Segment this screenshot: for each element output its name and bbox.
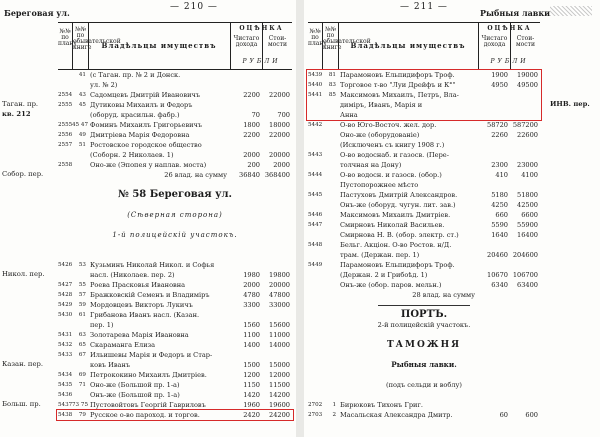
- table-row: [58, 230, 292, 240]
- cost-value: 16400: [517, 231, 538, 239]
- rental-value: 1800: [243, 121, 260, 129]
- table-row: [308, 190, 540, 200]
- lot-number: 5429: [58, 302, 73, 308]
- owner-name: Дмитріева Марія Федоровна: [90, 131, 190, 139]
- owner-name: (с Таган. пр. № 2 и Донск.: [90, 71, 181, 79]
- police-number: 63: [78, 332, 86, 338]
- col-valuation: ОЦѢНКА: [239, 25, 284, 32]
- table-row: [308, 350, 540, 360]
- rental-value: 20460: [487, 251, 508, 259]
- table-row: [58, 80, 292, 90]
- cost-value: 106700: [512, 271, 538, 279]
- lot-number: 5432: [58, 342, 73, 348]
- police-number: 55: [78, 282, 86, 288]
- cost-value: 49500: [517, 81, 538, 89]
- table-row: [58, 90, 292, 100]
- table-row: [58, 300, 292, 310]
- owner-name: Масальская Александра Дмитр.: [340, 411, 453, 419]
- col-rental: Чистаго дохода: [481, 35, 508, 48]
- table-row: [58, 150, 292, 160]
- owner-name: 28 влад. на сумму: [412, 291, 475, 299]
- col-lot: №№ по плану: [308, 28, 327, 47]
- col-owners: Владѣльцы имуществъ: [101, 41, 217, 50]
- police-number: 45: [78, 102, 86, 108]
- owner-name: Грибанова Иванъ насл. (Казан.: [90, 311, 200, 319]
- table-row: [58, 320, 292, 330]
- lot-number: 5437: [58, 402, 73, 408]
- owner-name: трам. (Держан. пер. 1): [340, 251, 420, 259]
- owner-name: (оборуд. красильн. фабр.): [90, 111, 180, 119]
- rental-value: 5590: [491, 221, 508, 229]
- cost-value: 12000: [269, 371, 290, 379]
- owner-name: Онъ-же (оборуд. чугун. лит. зав.): [340, 201, 456, 209]
- cost-value: 6600: [521, 211, 538, 219]
- lot-number: 5428: [58, 292, 73, 298]
- row-text: № 58 Береговая ул.: [117, 189, 233, 200]
- table-row: [308, 390, 540, 400]
- table-row: [308, 330, 540, 340]
- lot-number: 5440: [308, 82, 323, 88]
- table-row: [58, 360, 292, 370]
- police-number: 45 47: [72, 122, 89, 128]
- lot-number: 5445: [308, 192, 323, 198]
- col-police: №№ по обывательской книге: [73, 26, 121, 51]
- table-row: [308, 240, 540, 250]
- lot-number: 5443: [308, 152, 323, 158]
- police-number: 73 75: [72, 402, 89, 408]
- table-row: [308, 280, 540, 290]
- owner-name: ул. № 2): [90, 81, 118, 89]
- cost-value: 15600: [269, 321, 290, 329]
- police-number: 65: [78, 342, 86, 348]
- col-lot: №№ по плану: [58, 28, 77, 47]
- rental-value: 70: [251, 111, 260, 119]
- owner-name: Оно-же (Большой пр. 1-а): [90, 381, 180, 389]
- cost-value: 18000: [269, 121, 290, 129]
- col-police: №№ по обывательской книге: [323, 26, 371, 51]
- cost-value: 47800: [269, 291, 290, 299]
- rental-value: 4250: [491, 201, 508, 209]
- owner-name: О-во Юго-Восточ. жел. дор.: [340, 121, 437, 129]
- lot-number: 5436: [58, 392, 73, 398]
- rental-value: 410: [495, 171, 508, 179]
- table-row: [308, 260, 540, 270]
- highlight-box: [56, 409, 294, 421]
- lot-number: 2557: [58, 142, 73, 148]
- owner-name: Русское о-во пароход. и торгов.: [90, 411, 200, 419]
- table-row: [308, 360, 540, 370]
- table-row: [58, 160, 292, 170]
- cost-value: 14000: [269, 341, 290, 349]
- rental-value: 4780: [243, 291, 260, 299]
- table-row: [308, 410, 540, 420]
- table-row: [58, 170, 292, 180]
- cost-value: 22000: [269, 131, 290, 139]
- lot-number: 5439: [308, 72, 323, 78]
- table-row: [58, 270, 292, 280]
- table-row: [58, 140, 292, 150]
- police-number: 85: [328, 92, 336, 98]
- page-number: — 211 —: [400, 2, 448, 12]
- street-side-label: Казан. пер.: [2, 360, 43, 368]
- owner-name: Парамоновъ Ельпидифоръ Троф.: [340, 71, 455, 79]
- table-row: [308, 180, 540, 190]
- table-row: [58, 280, 292, 290]
- lot-number: 5447: [308, 222, 323, 228]
- table-row: [308, 140, 540, 150]
- owner-name: Максимовъ Михаилъ Дмитріев.: [340, 211, 451, 219]
- cost-value: 20000: [269, 281, 290, 289]
- rental-value: 2260: [491, 131, 508, 139]
- street-header: Береговая ул.: [4, 8, 70, 18]
- table-row: [308, 290, 540, 300]
- street-side-label: ИНВ. пер.: [550, 100, 590, 108]
- owner-name: О-во водоснаб. и газосв. (Пере-: [340, 151, 449, 159]
- table-row: [308, 230, 540, 240]
- police-number: 43: [78, 92, 86, 98]
- cost-value: 22600: [517, 131, 538, 139]
- cost-value: 63400: [517, 281, 538, 289]
- owner-name: ковъ Иванъ: [90, 361, 131, 369]
- row-text: 1-й полицейскій участокъ.: [112, 231, 238, 239]
- table-row: [308, 380, 540, 390]
- table-row: [58, 130, 292, 140]
- owner-name: Пустовойтовъ Георгій Гавриловъ: [90, 401, 206, 409]
- lot-number: 5435: [58, 382, 73, 388]
- owner-name: Ростовское городское общество: [90, 141, 202, 149]
- owner-name: Максимовъ Михаилъ, Петръ, Вла-: [340, 91, 459, 99]
- cost-value: 19000: [517, 71, 538, 79]
- police-number: 57: [78, 292, 86, 298]
- table-row: [58, 370, 292, 380]
- police-number: 79: [78, 412, 86, 418]
- owner-name: Бельг. Акціон. О-во Ростов. н/Д.: [340, 241, 452, 249]
- owner-name: Роева Прасковья Ивановна: [90, 281, 186, 289]
- lot-number: 5449: [308, 262, 323, 268]
- rental-value: 1980: [243, 271, 260, 279]
- ink-scratch: [550, 6, 592, 16]
- lot-number: 2555: [58, 102, 73, 108]
- street-header: Рыбныя лавки: [480, 8, 551, 18]
- cost-value: 15000: [269, 361, 290, 369]
- lot-number: 5431: [58, 332, 73, 338]
- lot-number: 2702: [308, 402, 323, 408]
- police-number: 41: [78, 72, 86, 78]
- col-cost: Стои- мости: [268, 35, 287, 48]
- table-row: [308, 310, 540, 320]
- rental-value: 1900: [491, 71, 508, 79]
- table-header: [58, 22, 292, 70]
- table-row: [308, 170, 540, 180]
- table-row: [58, 70, 292, 80]
- owner-name: Оно-же (оборудованіе): [340, 131, 420, 139]
- rental-value: 60: [499, 411, 508, 419]
- rental-value: 1640: [491, 231, 508, 239]
- table-row: [308, 150, 540, 160]
- lot-number: 5426: [58, 262, 73, 268]
- cost-value: 204600: [512, 251, 538, 259]
- lot-number: 5434: [58, 372, 73, 378]
- table-row: [58, 250, 292, 260]
- lot-number: 5438: [58, 412, 73, 418]
- rental-value: 1420: [243, 391, 260, 399]
- owner-name: Дутиковы Михаилъ и Федоръ: [90, 101, 193, 109]
- table-row: [308, 120, 540, 130]
- rental-value: 5180: [491, 191, 508, 199]
- owner-name: 26 влад. на сумму: [164, 171, 227, 179]
- cost-value: 14200: [269, 391, 290, 399]
- cost-value: 42500: [517, 201, 538, 209]
- cost-value: 4100: [521, 171, 538, 179]
- table-row: [58, 240, 292, 250]
- police-number: 59: [78, 302, 86, 308]
- owner-name: Пастуховъ Дмитрій Александров.: [340, 191, 458, 199]
- police-number: 71: [78, 382, 86, 388]
- row-text: ПОРТЪ.: [400, 309, 448, 320]
- table-row: [58, 380, 292, 390]
- table-row: [58, 350, 292, 360]
- rental-value: 4950: [491, 81, 508, 89]
- rental-value: 2000: [243, 281, 260, 289]
- cost-value: 22000: [269, 91, 290, 99]
- owner-name: Золотарева Марія Ивановна: [90, 331, 189, 339]
- owner-name: Смирновъ Николай Васильев.: [340, 221, 445, 229]
- table-row: [308, 210, 540, 220]
- table-row: [58, 190, 292, 200]
- owner-name: Кузьминъ Николай Никол. и Софья: [90, 261, 215, 269]
- police-number: 61: [78, 312, 86, 318]
- table-row: [58, 120, 292, 130]
- lot-number: 5444: [308, 172, 323, 178]
- rental-value: 1100: [243, 331, 260, 339]
- lot-number: 2558: [58, 162, 73, 168]
- cost-value: 55900: [517, 221, 538, 229]
- street-side-label: кв. 212: [2, 110, 31, 118]
- owner-name: Садомцевъ Дмитрій Ивановичъ: [90, 91, 201, 99]
- police-number: 69: [78, 372, 86, 378]
- owner-name: Смирнова Н. В. (обор. электр. ст.): [340, 231, 459, 239]
- table-row: [308, 220, 540, 230]
- street-side-label: Никол. пер.: [2, 270, 45, 278]
- rental-value: 2300: [491, 161, 508, 169]
- table-row: [308, 370, 540, 380]
- table-row: [58, 220, 292, 230]
- table-row: [58, 310, 292, 320]
- page-number: — 210 —: [170, 2, 218, 12]
- lot-number: 5433: [58, 352, 73, 358]
- owner-name: Онъ-же (Большой пр. 1-а): [90, 391, 180, 399]
- street-side-label: Таган. пр.: [2, 100, 39, 108]
- lot-number: 5442: [308, 122, 323, 128]
- rental-value: 1200: [243, 371, 260, 379]
- police-number: 67: [78, 352, 86, 358]
- rental-value: 36840: [239, 171, 260, 179]
- table-row: [58, 210, 292, 220]
- book-gutter: [296, 0, 304, 437]
- table-row: [308, 250, 540, 260]
- left-page: [0, 0, 296, 437]
- police-number: 81: [328, 72, 336, 78]
- cost-value: 33000: [269, 301, 290, 309]
- lot-number: 5427: [58, 282, 73, 288]
- rental-value: 3300: [243, 301, 260, 309]
- lot-number: 5430: [58, 312, 73, 318]
- table-header: [308, 22, 540, 70]
- police-number: 49: [78, 132, 86, 138]
- owner-name: Бражковскій Семенъ и Владиміръ: [90, 291, 210, 299]
- owner-name: О-во водосн. и газосв. (обор.): [340, 171, 442, 179]
- cost-value: 51800: [517, 191, 538, 199]
- lot-number: 2556: [58, 132, 73, 138]
- table-row: [308, 400, 540, 410]
- cost-value: 24200: [269, 411, 290, 419]
- owner-name: диміръ, Иванъ, Марія и: [340, 101, 423, 109]
- rental-value: 200: [247, 161, 260, 169]
- table-row: [308, 160, 540, 170]
- owner-name: Онъ-же (обор. паров. мельн.): [340, 281, 442, 289]
- rental-value: 6340: [491, 281, 508, 289]
- table-row: [58, 110, 292, 120]
- owner-name: насл. (Николаев. пер. 2): [90, 271, 175, 279]
- col-valuation: ОЦѢНКА: [487, 25, 532, 32]
- table-row: [308, 340, 540, 350]
- rental-value: 2200: [243, 91, 260, 99]
- rental-value: 660: [495, 211, 508, 219]
- owner-name: Мордовцевъ Викторъ Лукичъ: [90, 301, 193, 309]
- cost-value: 2000: [273, 161, 290, 169]
- rental-value: 2420: [243, 411, 260, 419]
- table-row: [58, 330, 292, 340]
- col-cost: Стои- мости: [516, 35, 535, 48]
- rental-value: 2200: [243, 131, 260, 139]
- table-row: [58, 200, 292, 210]
- owner-name: Скарамангa Елиза: [90, 341, 156, 349]
- row-text: Рыбныя лавки.: [391, 360, 457, 369]
- table-row: [58, 340, 292, 350]
- right-page: [304, 0, 600, 437]
- row-text: 2-й полицейскій участокъ.: [377, 321, 471, 329]
- cost-value: 587200: [512, 121, 538, 129]
- table-row: [58, 260, 292, 270]
- lot-number: 2703: [308, 412, 323, 418]
- table-row: [308, 130, 540, 140]
- owner-name: Фоминъ Михаилъ Григорьевичъ: [90, 121, 203, 129]
- owner-name: Петрококино Михаилъ Дмитріев.: [90, 371, 207, 379]
- police-number: 83: [328, 82, 336, 88]
- owner-name: Оно-же (Эпопея у наплав. моста): [90, 161, 207, 169]
- rental-value: 1150: [243, 381, 260, 389]
- cost-value: 19600: [269, 401, 290, 409]
- lot-number: 2555: [58, 122, 73, 128]
- lot-number: 5448: [308, 242, 323, 248]
- lot-number: 5441: [308, 92, 323, 98]
- col-owners: Владѣльцы имуществъ: [350, 41, 466, 50]
- highlight-box: [306, 69, 542, 121]
- cost-value: 11500: [269, 381, 290, 389]
- owner-name: толчная на Дону): [340, 161, 402, 169]
- row-text: (подъ сельди и воблу): [386, 381, 462, 389]
- row-text: ТАМОЖНЯ: [386, 340, 462, 350]
- lot-number: 5446: [308, 212, 323, 218]
- cost-value: 20000: [269, 151, 290, 159]
- police-number: 2: [332, 412, 336, 418]
- cost-value: 600: [525, 411, 538, 419]
- owner-name: Бирюковъ Тихонъ Григ.: [340, 401, 423, 409]
- rental-value: 2000: [243, 151, 260, 159]
- table-row: [308, 200, 540, 210]
- rule-line: [378, 305, 471, 306]
- cost-value: 19800: [269, 271, 290, 279]
- cost-value: 23000: [517, 161, 538, 169]
- rental-value: 1500: [243, 361, 260, 369]
- rental-value: 58720: [487, 121, 508, 129]
- table-row: [58, 100, 292, 110]
- table-row: [58, 390, 292, 400]
- table-row: [58, 290, 292, 300]
- cost-value: 368400: [264, 171, 290, 179]
- owner-name: Ильишевы Марія и Федоръ и Стар-: [90, 351, 213, 359]
- rental-value: 10670: [487, 271, 508, 279]
- owner-name: Пустопорожнее мѣсто: [340, 181, 419, 189]
- lot-number: 2554: [58, 92, 73, 98]
- row-text: (Сѣверная сторона): [127, 211, 223, 219]
- owner-name: (Держан. 2 и Грибоѣд. 1): [340, 271, 428, 279]
- street-side-label: Собор. пер.: [2, 170, 44, 178]
- police-number: 51: [78, 142, 86, 148]
- owner-name: (Соборн. 2 Николаев. 1): [90, 151, 174, 159]
- col-currency: РУБЛИ: [242, 58, 281, 65]
- col-rental: Чистаго дохода: [233, 35, 260, 48]
- rental-value: 1560: [243, 321, 260, 329]
- cost-value: 11000: [269, 331, 290, 339]
- owner-name: Парамоновъ Ельпидифоръ Троф.: [340, 261, 455, 269]
- owner-name: Анна: [340, 111, 358, 119]
- police-number: 1: [332, 402, 336, 408]
- street-side-label: Больш. пр.: [2, 400, 41, 408]
- table-row: [308, 320, 540, 330]
- cost-value: 700: [277, 111, 290, 119]
- table-row: [308, 270, 540, 280]
- owner-name: (Исключенъ съ книгу 1908 г.): [340, 141, 445, 149]
- owner-name: пер. 1): [90, 321, 114, 329]
- owner-name: Торговое т-во "Луи Дрейфъ и К°": [340, 81, 456, 89]
- col-currency: РУБЛИ: [490, 58, 529, 65]
- rental-value: 1400: [243, 341, 260, 349]
- rental-value: 1960: [243, 401, 260, 409]
- police-number: 53: [78, 262, 86, 268]
